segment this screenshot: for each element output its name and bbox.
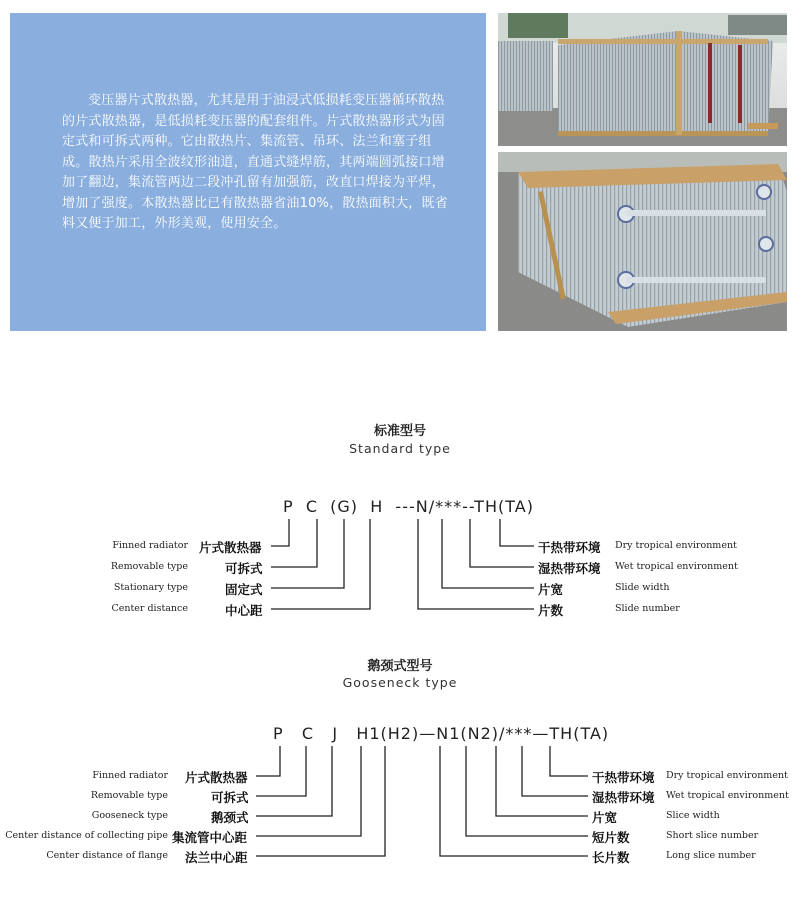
standard-left-en-3: Stationary type [113,582,188,593]
gooseneck-left-en-1: Finned radiator [92,770,168,781]
standard-title: 标准型号 [373,424,426,439]
standard-right-cn-4: 片数 [538,603,564,618]
gooseneck-title: 鹅颈式型号 [367,659,433,674]
standard-code: P C (G) H ---N/***--TH(TA) [283,497,534,516]
gooseneck-left-en-2: Removable type [90,790,168,801]
gooseneck-right-en-4: Short slice number [666,830,759,841]
gooseneck-left-cn-3: 鹅颈式 [211,810,249,825]
gooseneck-left-en-3: Gooseneck type [91,810,168,821]
standard-left-cn-4: 中心距 [225,603,263,618]
gooseneck-subtitle: Gooseneck type [342,675,458,690]
standard-left-en-2: Removable type [110,561,188,572]
standard-right-cn-3: 片宽 [538,582,564,597]
standard-left-cn-2: 可拆式 [225,561,263,576]
standard-left-cn-1: 片式散热器 [199,540,262,555]
standard-right-en-3: Slide width [615,582,670,593]
gooseneck-right-cn-5: 长片数 [592,850,630,865]
standard-left-en-1: Finned radiator [112,540,188,551]
gooseneck-left-en-4: Center distance of collecting pipe [5,830,168,841]
gooseneck-right-cn-3: 片宽 [592,810,618,825]
standard-right-cn-2: 湿热带环境 [538,561,601,576]
gooseneck-left-cn-5: 法兰中心距 [185,850,248,865]
gooseneck-left-cn-1: 片式散热器 [185,770,248,785]
standard-right-en-2: Wet tropical environment [615,561,738,572]
standard-right-en-4: Slide number [615,603,680,614]
standard-left-en-4: Center distance [111,603,188,614]
standard-left-cn-3: 固定式 [225,582,263,597]
gooseneck-right-en-1: Dry tropical environment [666,770,788,781]
gooseneck-right-en-2: Wet tropical environment [666,790,789,801]
gooseneck-left-cn-2: 可拆式 [211,790,249,805]
intro-text: 变压器片式散热器，尤其是用于油浸式低损耗变压器循环散热的片式散热器，是低损耗变压器的配套组件。片式散热器形式为固定式和可拆式两种。它由散热片、集流管、吊环、法兰和塞子组成。散热片采用全波纹形油道，直通式缝焊筋，其两端圆弧接口增加了翻边，集流管两边二段冲孔留有加强筋，改直口焊接为平焊，增加了强度。本散热器比已有散热器省油10%，散热面积大，既省料又便于加工，外形美观，使用安全。 [62,93,448,231]
gooseneck-right-cn-4: 短片数 [592,830,630,845]
gooseneck-right-cn-2: 湿热带环境 [592,790,655,805]
gooseneck-left-cn-4: 集流管中心距 [172,830,248,845]
gooseneck-code: P C J H1(H2)—N1(N2)/***—TH(TA) [273,724,610,743]
gooseneck-right-en-5: Long slice number [666,850,756,861]
standard-right-cn-1: 干热带环境 [538,540,601,555]
gooseneck-left-en-5: Center distance of flange [46,850,168,861]
gooseneck-right-en-3: Slice width [666,810,720,821]
standard-right-en-1: Dry tropical environment [615,540,737,551]
gooseneck-right-cn-1: 干热带环境 [592,770,655,785]
standard-subtitle: Standard type [349,441,451,456]
